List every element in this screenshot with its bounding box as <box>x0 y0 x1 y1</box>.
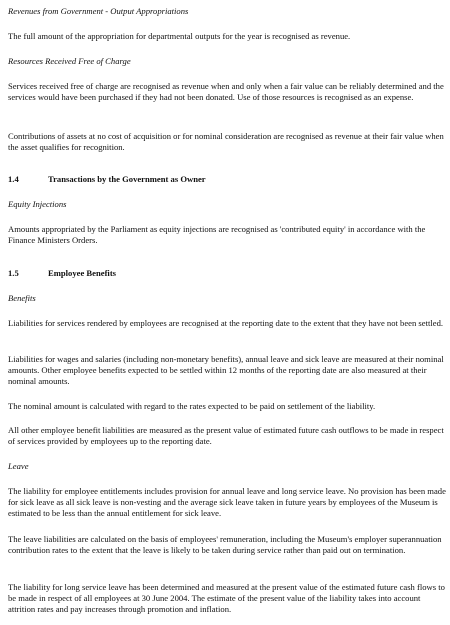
section-1-4-title: Transactions by the Government as Owner <box>48 174 206 184</box>
leave-heading: Leave <box>8 461 29 471</box>
section-1-5-number: 1.5 <box>8 268 19 278</box>
benefits-paragraph-4: All other employee benefit liabilities are measured as the present value of estimated future cash outflows to be made in respect of services provided by employees up to the reporting date. <box>8 425 444 446</box>
leave-paragraph-3: The liability for long service leave has been determined and measured at the present value of the estimated future cash flows to be made in respect of all employees at 30 June 2004. The estimate of the present value of the liability takes into account attrition rates and pay increases through promotion and inflation. <box>8 582 445 614</box>
section-1-5-heading <box>8 268 446 279</box>
section-1-4-number: 1.4 <box>8 174 19 184</box>
revenues-from-government-heading: Revenues from Government - Output Appropriations <box>8 6 189 16</box>
leave-paragraph-2: The leave liabilities are calculated on the basis of employees' remuneration, including the Museum's employer superannuation contribution rates to the extent that the leave is likely to be taken during service rather than paid out on termination. <box>8 534 442 555</box>
benefits-paragraph-3: The nominal amount is calculated with regard to the rates expected to be paid on settlement of the liability. <box>8 401 376 411</box>
equity-injections-heading: Equity Injections <box>8 199 67 209</box>
benefits-paragraph-1: Liabilities for services rendered by employees are recognised at the reporting date to the extent that they have not been settled. <box>8 318 444 328</box>
revenues-from-government-paragraph: The full amount of the appropriation for departmental outputs for the year is recognised as revenue. <box>8 31 351 41</box>
section-1-5-title: Employee Benefits <box>48 268 117 278</box>
resources-free-of-charge-paragraph-2: Contributions of assets at no cost of acquisition or for nominal consideration are recognised as revenue at their fair value when the asset qualifies for recognition. <box>8 131 444 152</box>
leave-paragraph-1: The liability for employee entitlements includes provision for annual leave and long service leave. No provision has been made for sick leave as all sick leave is non-vesting and the average sick leave taken in future years by employees of the Museum is estimated to be less than the annual entitlement for sick leave. <box>8 486 446 518</box>
section-1-4-heading <box>8 174 446 185</box>
equity-injections-paragraph: Amounts appropriated by the Parliament as equity injections are recognised as 'contributed equity' in accordance with the Finance Ministers Orders. <box>8 224 426 245</box>
resources-free-of-charge-paragraph-1: Services received free of charge are recognised as revenue when and only when a fair value can be reliably determined and the services would have been purchased if they had not been donated. Use of those resources is recognised as an expense. <box>8 81 444 102</box>
resources-free-of-charge-heading: Resources Received Free of Charge <box>8 56 131 66</box>
benefits-paragraph-2: Liabilities for wages and salaries (including non-monetary benefits), annual leave and sick leave are measured at their nominal amounts. Other employee benefits expected to be settled within 12 months of the reporting date are also measured at their nominal amounts. <box>8 354 444 386</box>
benefits-heading: Benefits <box>8 293 36 303</box>
